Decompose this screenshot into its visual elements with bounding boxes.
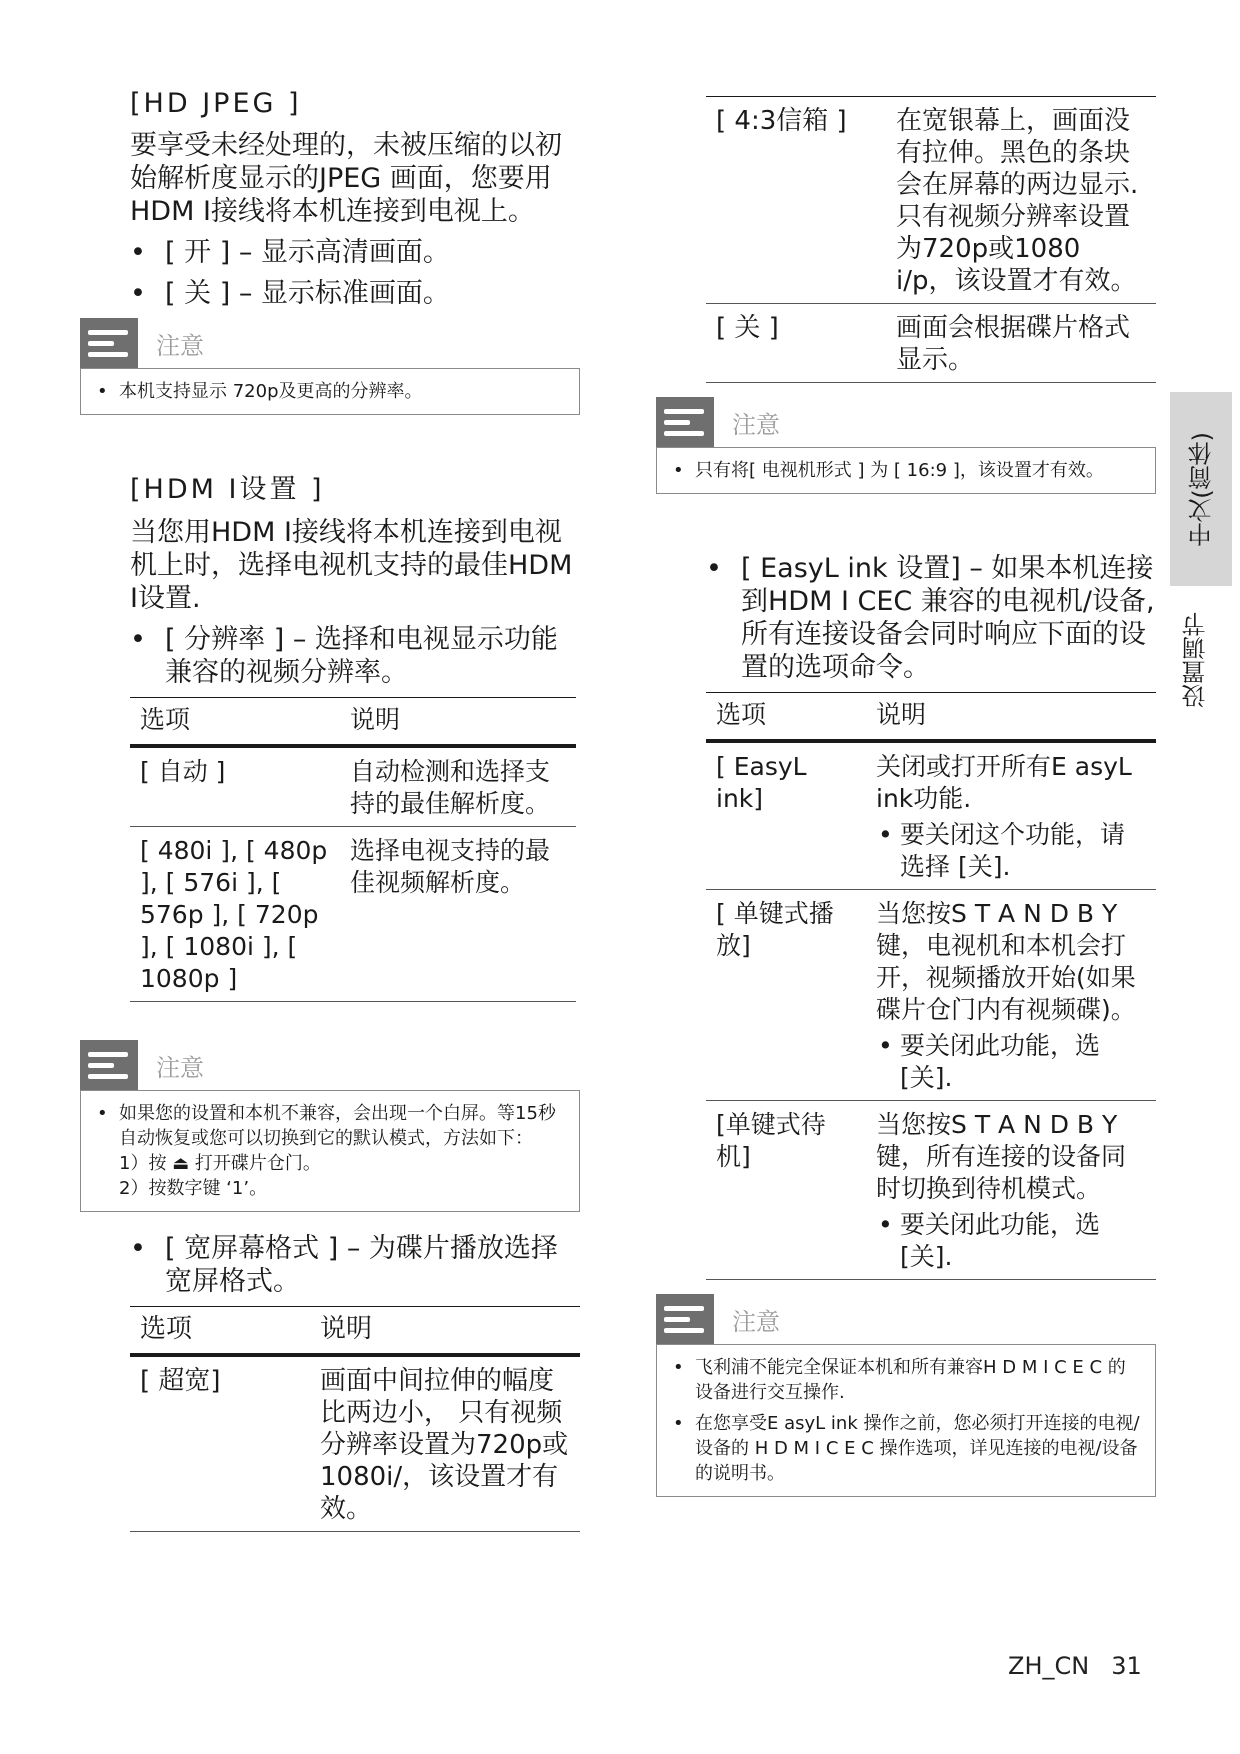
note-title: 注意: [732, 1307, 780, 1336]
table-cell: [ 关 ]: [706, 304, 886, 383]
note-content: [80, 1090, 580, 1212]
cell-text: 关闭或打开所有E asyL ink功能.: [876, 752, 1132, 813]
page-footer: [1008, 1652, 1142, 1680]
table-row: [706, 1101, 1156, 1280]
note-header: [80, 1040, 580, 1090]
note-lines-icon: [80, 1040, 138, 1090]
note-item: [93, 1101, 567, 1201]
table-cell: 画面中间拉伸的幅度比两边小， 只有视频分辨率设置为720p或1080i/，该设置才有效。: [310, 1355, 580, 1532]
table-row: [130, 746, 576, 827]
table-header-option: 选项: [130, 698, 340, 747]
note-box-cec: [656, 1294, 1156, 1497]
language-code: ZH_CN: [1008, 1652, 1090, 1680]
note-step: 1）按 ⏏ 打开碟片仓门。: [119, 1153, 321, 1174]
table-cell: [ 超宽]: [130, 1355, 310, 1532]
table-cell: [单键式待机]: [706, 1101, 866, 1280]
widescreen-table: [130, 1306, 580, 1532]
table-header-option: 选项: [130, 1307, 310, 1356]
note-header: [80, 318, 580, 368]
chapter-label: 设置调节: [1182, 612, 1210, 708]
list-item: • [ 分辨率 ] – 选择和电视显示功能兼容的视频分辨率。: [130, 623, 580, 689]
table-row: [130, 827, 576, 1002]
note-text: 如果您的设置和本机不兼容，会出现一个白屏。等15秒自动恢复或您可以切换到它的默认模式，方法如下：: [119, 1103, 556, 1149]
resolution-table: [130, 697, 576, 1002]
cell-text: 当您按S T A N D B Y 键，所有连接的设备同时切换到待机模式。: [876, 1110, 1127, 1203]
note-lines-icon: [80, 318, 138, 368]
note-header: [656, 1294, 1156, 1344]
hdmi-setup-title: [HDM I设置 ]: [130, 474, 325, 505]
table-cell: 在宽银幕上，画面没有拉伸。黑色的条块会在屏幕的两边显示.只有视频分辨率设置为720p或1080 i/p，该设置才有效。: [886, 97, 1156, 304]
note-title: 注意: [156, 331, 204, 360]
language-tab-label: 中文(简体): [1187, 431, 1216, 547]
table-cell: [ 4:3信箱 ]: [706, 97, 886, 304]
cell-subitem: • 要关闭此功能，选 [关].: [876, 1209, 1146, 1273]
note-lines-icon: [656, 1294, 714, 1344]
table-cell: [866, 741, 1156, 890]
table-cell: [ EasyL ink]: [706, 741, 866, 890]
table-cell: [ 单键式播放]: [706, 890, 866, 1101]
table-cell: [866, 890, 1156, 1101]
note-title: 注意: [156, 1053, 204, 1082]
note-step: 2）按数字键 ‘1’。: [119, 1178, 268, 1199]
aspect-table-continued: [706, 96, 1156, 383]
table-header-option: 选项: [706, 693, 866, 742]
note-item: • 飞利浦不能完全保证本机和所有兼容H D M I C E C 的设备进行交互操作.: [669, 1355, 1143, 1405]
widescreen-options: [80, 1232, 580, 1298]
table-row: [130, 1355, 580, 1532]
language-tab: [1170, 392, 1232, 586]
table-row: [706, 97, 1156, 304]
list-item: • [ EasyL ink 设置] – 如果本机连接到HDM I CEC 兼容的电视机/设备,所有连接设备会同时响应下面的设置的选项命令。: [706, 552, 1156, 684]
easylink-table: [706, 692, 1156, 1280]
note-item: • 在您享受E asyL ink 操作之前，您必须打开连接的电视/设备的 H D M I C E C 操作选项，详见连接的电视/设备的说明书。: [669, 1411, 1143, 1486]
table-cell: [ 480i ], [ 480p ], [ 576i ], [ 576p ], [ 720p ], [ 1080i ], [ 1080p ]: [130, 827, 340, 1002]
note-box-compatibility: [80, 1040, 580, 1212]
cell-text: 当您按S T A N D B Y 键，电视机和本机会打开，视频播放开始(如果碟片仓门内有视频碟)。: [876, 899, 1136, 1024]
table-row: [706, 890, 1156, 1101]
hd-jpeg-options: [80, 236, 580, 310]
note-content: [80, 368, 580, 415]
note-lines-icon: [656, 397, 714, 447]
cell-subitem: • 要关闭这个功能，请选择 [关].: [876, 819, 1146, 883]
hd-jpeg-description: 要享受未经处理的，未被压缩的以初始解析度显示的JPEG 画面，您要用HDM I接线将本机连接到电视上。: [130, 130, 562, 227]
list-item: • [ 开 ] – 显示高清画面。: [130, 236, 580, 269]
table-cell: [ 自动 ]: [130, 746, 340, 827]
cell-subitem: • 要关闭此功能，选 [关].: [876, 1030, 1146, 1094]
note-header: [656, 397, 1156, 447]
table-header-description: 说明: [310, 1307, 580, 1356]
right-column: [656, 96, 1156, 1497]
table-row: [706, 304, 1156, 383]
table-cell: [866, 1101, 1156, 1280]
note-item: • 本机支持显示 720p及更高的分辨率。: [93, 379, 567, 404]
table-row: [706, 741, 1156, 890]
table-header-description: 说明: [340, 698, 576, 747]
note-box-resolution: [80, 318, 580, 415]
table-cell: 选择电视支持的最佳视频解析度。: [340, 827, 576, 1002]
easylink-options: [656, 552, 1156, 684]
list-item: • [ 关 ] – 显示标准画面。: [130, 277, 580, 310]
hdmi-setup-description: 当您用HDM I接线将本机连接到电视机上时，选择电视机支持的最佳HDM I设置.: [130, 517, 573, 614]
table-cell: 自动检测和选择支持的最佳解析度。: [340, 746, 576, 827]
hd-jpeg-title: [HD JPEG ]: [130, 88, 302, 119]
left-column: [80, 88, 580, 1532]
list-item: • [ 宽屏幕格式 ] – 为碟片播放选择宽屏格式。: [130, 1232, 580, 1298]
table-cell: 画面会根据碟片格式显示。: [886, 304, 1156, 383]
note-item: • 只有将[ 电视机形式 ] 为 [ 16:9 ]，该设置才有效。: [669, 458, 1143, 483]
note-title: 注意: [732, 410, 780, 439]
note-content: [656, 1344, 1156, 1497]
table-header-description: 说明: [866, 693, 1156, 742]
note-content: [656, 447, 1156, 494]
page-number: 31: [1111, 1652, 1142, 1680]
hdmi-setup-options: [80, 623, 580, 689]
note-box-tv-shape: [656, 397, 1156, 494]
